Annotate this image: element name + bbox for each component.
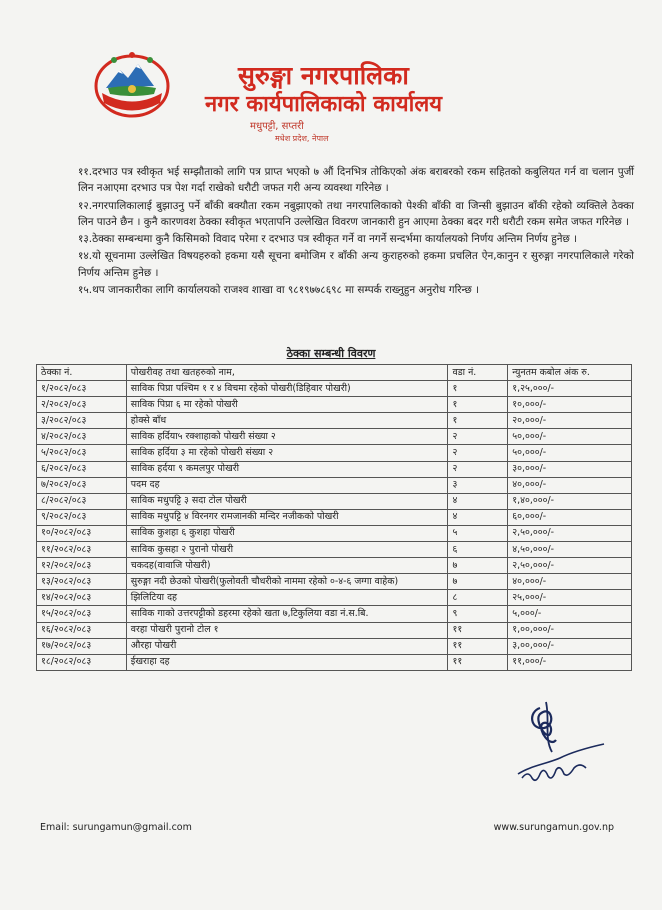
header-contract-no: ठेक्का नं.	[37, 365, 127, 381]
signature-image	[500, 690, 620, 790]
cell-ward-no: ११	[448, 622, 508, 638]
cell-ward-no: २	[448, 429, 508, 445]
cell-pond-name: साविक गाको उत्तरपट्टीको डहरमा रहेको खता ७,टिकुलिया वडा नं.स.बि.	[126, 606, 448, 622]
cell-contract-no: १८/२०८२/०८३	[37, 654, 127, 670]
cell-min-bid: २०,०००/-	[508, 413, 632, 429]
cell-contract-no: ४/२०८२/०८३	[37, 429, 127, 445]
cell-min-bid: २५,०००/-	[508, 590, 632, 606]
table-row	[37, 558, 632, 574]
cell-ward-no: ६	[448, 542, 508, 558]
clause-15: १५.थप जानकारीका लागि कार्यालयको राजश्व शाखा वा ९८१९७७८६९८ मा सम्पर्क राख्नुहुन अनुरोध गरिन्छ ।	[78, 284, 480, 297]
cell-pond-name: होक्से बाँध	[126, 413, 448, 429]
header-ward-no: वडा नं.	[448, 365, 508, 381]
table-row	[37, 429, 632, 445]
cell-pond-name: साविक कुसहा २ पुरानो पोखरी	[126, 542, 448, 558]
cell-pond-name: साविक पिप्रा पश्चिम १ र ४ विचमा रहेको पोखरी(डिहिवार पोखरी)	[126, 381, 448, 397]
table-row	[37, 606, 632, 622]
notice-clauses	[78, 164, 634, 299]
address-line-1: मधुपट्टी, सप्तरी	[250, 121, 304, 132]
table-row	[37, 381, 632, 397]
cell-min-bid: ४०,०००/-	[508, 574, 632, 590]
cell-ward-no: ५	[448, 525, 508, 541]
cell-contract-no: १६/२०८२/०८३	[37, 622, 127, 638]
table-row	[37, 590, 632, 606]
cell-pond-name: साविक हर्दिया ३ मा रहेको पोखरी संख्या २	[126, 445, 448, 461]
table-row	[37, 493, 632, 509]
cell-ward-no: ४	[448, 509, 508, 525]
cell-pond-name: साविक कुशहा ६ कुशहा पोखरी	[126, 525, 448, 541]
cell-ward-no: ११	[448, 654, 508, 670]
cell-contract-no: २/२०८२/०८३	[37, 397, 127, 413]
cell-contract-no: १०/२०८२/०८३	[37, 525, 127, 541]
cell-pond-name: वरहा पोखरी पुरानो टोल १	[126, 622, 448, 638]
cell-ward-no: ११	[448, 638, 508, 654]
table-row	[37, 397, 632, 413]
cell-contract-no: १७/२०८२/०८३	[37, 638, 127, 654]
cell-contract-no: ३/२०८२/०८३	[37, 413, 127, 429]
cell-pond-name: सुरुङ्गा नदी छेउको पोखरी(फुलोवती चौधरीको नाममा रहेको ०-४-६ जग्गा वाहेक)	[126, 574, 448, 590]
cell-min-bid: ३,००,०००/-	[508, 638, 632, 654]
cell-ward-no: १	[448, 381, 508, 397]
cell-min-bid: ११,०००/-	[508, 654, 632, 670]
cell-contract-no: १४/२०८२/०८३	[37, 590, 127, 606]
table-header-row	[37, 365, 632, 381]
footer-email	[40, 822, 192, 833]
office-name: नगर कार्यपालिकाको कार्यालय	[205, 92, 442, 117]
table-row	[37, 574, 632, 590]
cell-contract-no: ११/२०८२/०८३	[37, 542, 127, 558]
clause-13: १३.ठेक्का सम्बन्धमा कुनै किसिमको विवाद परेमा र दरभाउ पत्र स्वीकृत गर्ने वा नगर्ने सन्दर्भमा कार्यालयको निर्णय अन्तिम निर्णय हुनेछ ।	[78, 233, 578, 246]
cell-contract-no: १५/२०८२/०८३	[37, 606, 127, 622]
cell-contract-no: १२/२०८२/०८३	[37, 558, 127, 574]
table-row	[37, 413, 632, 429]
cell-contract-no: ५/२०८२/०८३	[37, 445, 127, 461]
cell-pond-name: चकदह(वावाजि पोखरी)	[126, 558, 448, 574]
header-min-bid: न्युनतम कबोल अंक रु.	[508, 365, 632, 381]
table-row	[37, 654, 632, 670]
contract-table	[36, 364, 632, 671]
table-row	[37, 622, 632, 638]
email-label: Email:	[40, 822, 70, 833]
cell-contract-no: ६/२०८२/०८३	[37, 461, 127, 477]
clause-14: १४.यो सूचनामा उल्लेखित विषयहरुको हकमा यसै सूचना बमोजिम र बाँकी अन्य कुराहरुको हकमा प्रचलित ऐन,कानुन र सुरुङ्गा नगरपालिकाले गरेको निर्णय अन्तिम हुनेछ ।	[78, 250, 634, 279]
address-line-2: मधेश प्रदेश, नेपाल	[275, 134, 329, 143]
clause-11: ११.दरभाउ पत्र स्वीकृत भई सम्झौताको लागि पत्र प्राप्त भएको ७ औं दिनभित्र तोकिएको अंक बराबरको रकम सहितको कबुलियत गर्न वा चलान पुर्जी लिन नआएमा दरभाउ पत्र पेश गर्दा राखेको धरौटी जफत गरी अन्य व्यवस्था गरिनेछ ।	[78, 166, 634, 195]
cell-ward-no: १	[448, 413, 508, 429]
table-body	[37, 381, 632, 671]
cell-pond-name: साविक हर्दया ९ कमलपुर पोखरी	[126, 461, 448, 477]
table-row	[37, 461, 632, 477]
organization-name: सुरुङ्गा नगरपालिका	[238, 61, 409, 90]
email-address[interactable]: surungamun@gmail.com	[72, 822, 192, 833]
cell-pond-name: झिलिटिया दह	[126, 590, 448, 606]
cell-contract-no: ७/२०८२/०८३	[37, 477, 127, 493]
table-row	[37, 445, 632, 461]
cell-min-bid: २,५०,०००/-	[508, 525, 632, 541]
cell-pond-name: औरहा पोखरी	[126, 638, 448, 654]
cell-min-bid: ५०,०००/-	[508, 429, 632, 445]
cell-min-bid: ५,०००/-	[508, 606, 632, 622]
cell-min-bid: ६०,०००/-	[508, 509, 632, 525]
cell-pond-name: साविक मधुपट्टि ३ सदा टोल पोखरी	[126, 493, 448, 509]
cell-ward-no: १	[448, 397, 508, 413]
cell-contract-no: १/२०८२/०८३	[37, 381, 127, 397]
cell-contract-no: ९/२०८२/०८३	[37, 509, 127, 525]
footer-website[interactable]: www.surungamun.gov.np	[493, 822, 614, 833]
table-title: ठेक्का सम्बन्धी विवरण	[286, 347, 376, 360]
table-row	[37, 525, 632, 541]
cell-min-bid: १,२५,०००/-	[508, 381, 632, 397]
cell-contract-no: १३/२०८२/०८३	[37, 574, 127, 590]
cell-min-bid: ४,५०,०००/-	[508, 542, 632, 558]
header-pond-name: पोखरीवह तथा खतहरुको नाम,	[126, 365, 448, 381]
cell-ward-no: ७	[448, 574, 508, 590]
cell-min-bid: २,५०,०००/-	[508, 558, 632, 574]
cell-ward-no: ९	[448, 606, 508, 622]
cell-ward-no: ४	[448, 493, 508, 509]
cell-pond-name: साविक पिप्रा ६ मा रहेको पोखरी	[126, 397, 448, 413]
cell-ward-no: २	[448, 461, 508, 477]
emblem-logo-icon	[92, 48, 172, 118]
cell-pond-name: ईखराहा दह	[126, 654, 448, 670]
table-row	[37, 542, 632, 558]
cell-min-bid: ३०,०००/-	[508, 461, 632, 477]
cell-contract-no: ८/२०८२/०८३	[37, 493, 127, 509]
cell-min-bid: १,००,०००/-	[508, 622, 632, 638]
table-row	[37, 509, 632, 525]
cell-ward-no: ८	[448, 590, 508, 606]
cell-ward-no: ३	[448, 477, 508, 493]
cell-min-bid: ४०,०००/-	[508, 477, 632, 493]
table-row	[37, 477, 632, 493]
cell-ward-no: ७	[448, 558, 508, 574]
cell-min-bid: ५०,०००/-	[508, 445, 632, 461]
cell-ward-no: २	[448, 445, 508, 461]
cell-pond-name: साविक हर्दिया५ रक्शाहाको पोखरी संख्या २	[126, 429, 448, 445]
cell-min-bid: १०,०००/-	[508, 397, 632, 413]
cell-pond-name: पदम दह	[126, 477, 448, 493]
cell-pond-name: साविक मधुपट्टि ४ विरनगर रामजानकी मन्दिर नजीकको पोखरी	[126, 509, 448, 525]
table-row	[37, 638, 632, 654]
cell-min-bid: १,४०,०००/-	[508, 493, 632, 509]
clause-12: १२.नगरपालिकालाई बुझाउनु पर्ने बाँकी बक्यौता रकम नबुझाएको तथा नगरपालिकाको पेश्की बाँकी वा जिन्सी बुझाउन बाँकी रहेको व्यक्तिले ठेक्का लिन पाउने छैन । कुनै कारणवश ठेक्का स्वीकृत भएतापनि उल्लेखित विवरण जानकारी हुन आएमा ठेक्का बदर गरी धरौटी रकम समेत जफत गरिनेछ ।	[78, 199, 634, 228]
